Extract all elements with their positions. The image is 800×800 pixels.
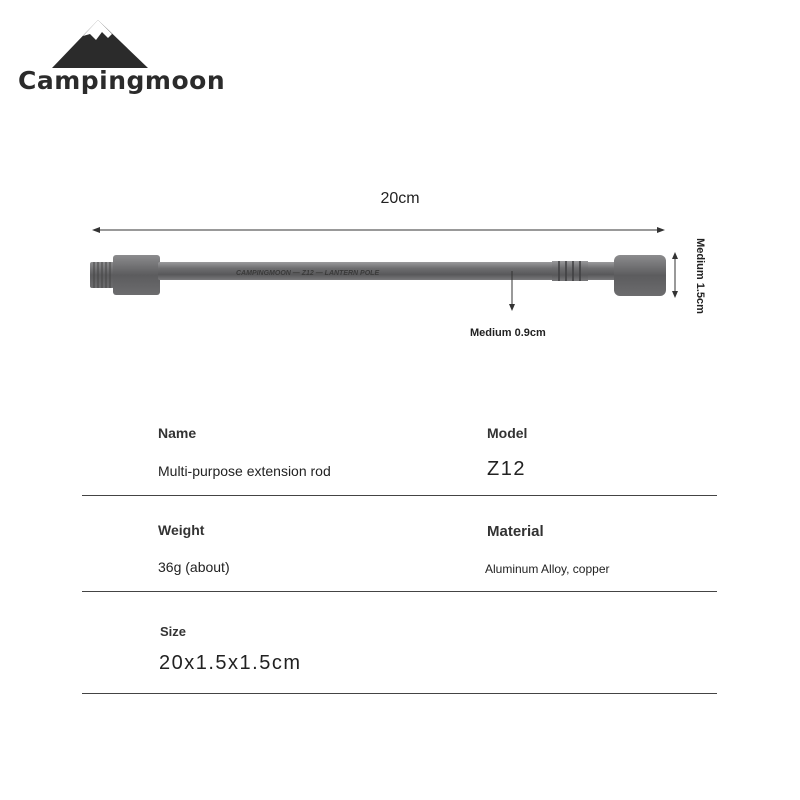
- size-label: Size: [160, 624, 187, 639]
- product-illustration: [0, 180, 800, 330]
- row-divider-3: [82, 693, 717, 694]
- material-value: Aluminum Alloy, copper: [485, 562, 610, 576]
- diameter-label: Medium 0.9cm: [470, 327, 546, 339]
- grip-rings: [552, 261, 588, 281]
- rod-body: [158, 262, 618, 280]
- length-arrow: [92, 227, 665, 233]
- material-label: Material: [487, 523, 544, 540]
- threaded-end: [90, 262, 114, 288]
- model-value: Z12: [487, 458, 526, 480]
- height-arrow: [672, 252, 678, 298]
- brand-name: Campingmoon: [18, 66, 226, 95]
- end-cap: [614, 255, 666, 296]
- row-divider-2: [82, 591, 717, 592]
- row-divider-1: [82, 495, 717, 496]
- name-label: Name: [158, 425, 197, 441]
- weight-label: Weight: [158, 522, 205, 538]
- length-label: 20cm: [380, 190, 420, 207]
- height-label: Medium 1.5cm: [694, 238, 706, 314]
- hex-nut: [113, 255, 160, 295]
- size-value: 20x1.5x1.5cm: [159, 652, 302, 674]
- rod-engraving: CAMPINGMOON — Z12 — LANTERN POLE: [236, 270, 380, 277]
- mountain-icon: [50, 18, 150, 70]
- weight-value: 36g (about): [158, 559, 230, 575]
- model-label: Model: [487, 425, 528, 441]
- name-value: Multi-purpose extension rod: [158, 463, 331, 479]
